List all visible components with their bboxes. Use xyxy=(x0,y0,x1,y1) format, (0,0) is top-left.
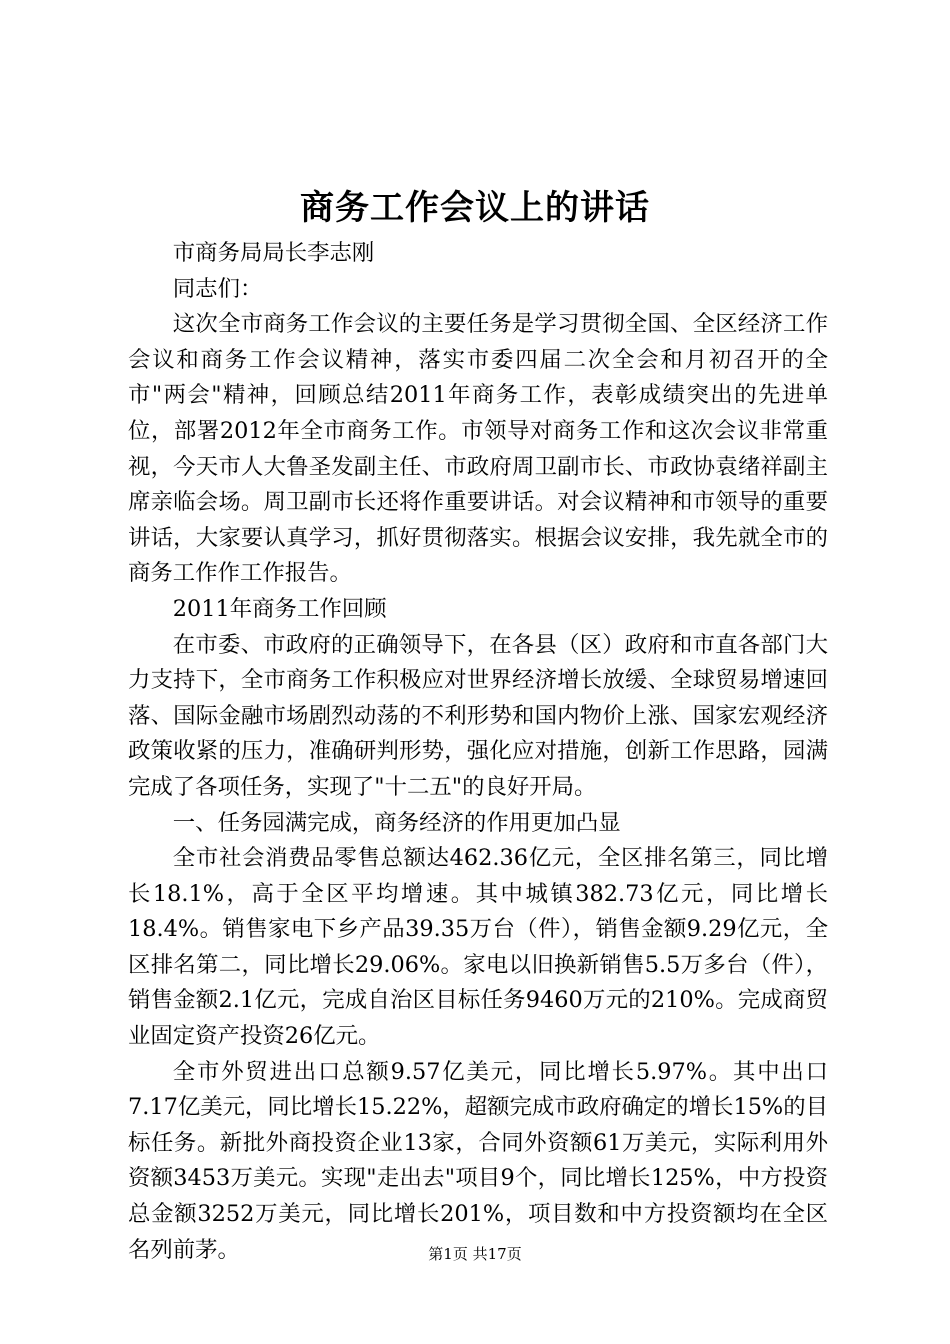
paragraph: 全市外贸进出口总额9.57亿美元，同比增长5.97%。其中出口7.17亿美元，同比增长15.22%，超额完成市政府确定的增长15%的目标任务。新批外商投资企业13家，合同外资额61万美元，实际利用外资额3453万美元。实现"走出去"项目9个，同比增长125%，中方投资总金额3252万美元，同比增长201%，项目数和中方投资额均在全区名列前茅。 xyxy=(128,1058,828,1263)
paragraph: 这次全市商务工作会议的主要任务是学习贯彻全国、全区经济工作会议和商务工作会议精神，落实市委四届二次全会和月初召开的全市"两会"精神，回顾总结2011年商务工作，表彰成绩突出的先进单位，部署2012年全市商务工作。市领导对商务工作和这次会议非常重视，今天市人大鲁圣发副主任、市政府周卫副市长、市政协袁绪祥副主席亲临会场。周卫副市长还将作重要讲话。对会议精神和市领导的重要讲话，大家要认真学习，抓好贯彻落实。根据会议安排，我先就全市的商务工作作工作报告。 xyxy=(128,311,828,587)
document-title: 商务工作会议上的讲话 xyxy=(300,188,650,228)
paragraph: 在市委、市政府的正确领导下，在各县（区）政府和市直各部门大力支持下，全市商务工作积极应对世界经济增长放缓、全球贸易增速回落、国际金融市场剧烈动荡的不利形势和国内物价上涨、国家宏观经济政策收紧的压力，准确研判形势，强化应对措施，创新工作思路，园满完成了各项任务，实现了"十二五"的良好开局。 xyxy=(128,631,828,800)
paragraph: 全市社会消费品零售总额达462.36亿元，全区排名第三，同比增长18.1%，高于全区平均增速。其中城镇382.73亿元，同比增长18.4%。销售家电下乡产品39.35万台（件），销售金额9.29亿元，全区排名第二，同比增长29.06%。家电以旧换新销售5.5万多台（件），销售金额2.1亿元，完成自治区目标任务9460万元的210%。完成商贸业固定资产投资26亿元。 xyxy=(128,845,828,1050)
section-heading: 一、任务园满完成，商务经济的作用更加凸显 xyxy=(172,809,621,836)
speaker-line: 市商务局局长李志刚 xyxy=(172,240,375,266)
section-heading: 2011年商务工作回顾 xyxy=(172,595,387,622)
page-footer: 第1页 共17页 xyxy=(428,1245,522,1263)
salutation: 同志们： xyxy=(172,275,263,302)
document-body xyxy=(128,236,828,1268)
